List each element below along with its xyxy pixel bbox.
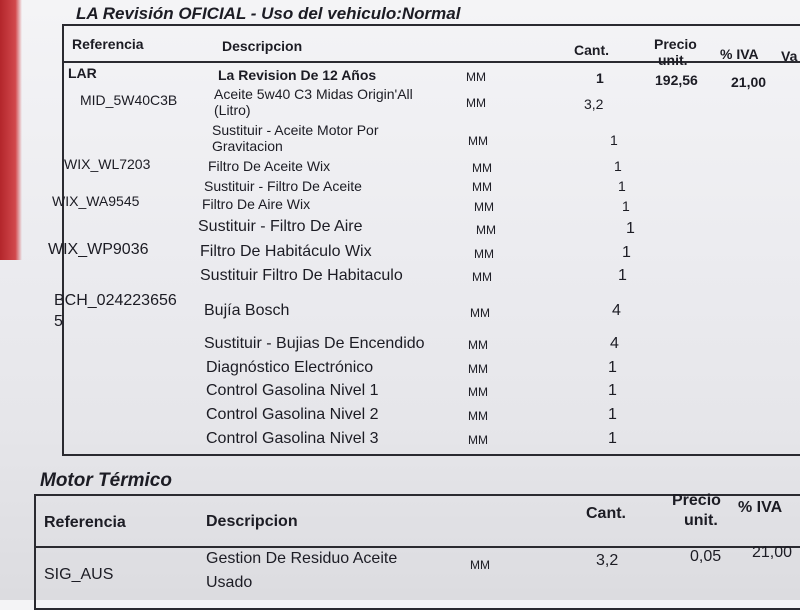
row-description: Filtro De Aire Wix	[202, 196, 311, 212]
header-descripcion: Descripcion	[222, 38, 303, 54]
row-description: Sustituir - Aceite Motor Por	[212, 122, 379, 138]
row-reference: LAR	[68, 65, 97, 81]
row-unit: MM	[474, 200, 494, 214]
row-quantity: 1	[622, 198, 630, 214]
row-unit: MM	[466, 70, 486, 84]
section-title-motor-termico: Motor Térmico	[40, 470, 172, 491]
row-description: Aceite 5w40 C3 Midas Origin'All	[214, 86, 413, 102]
row-description: Bujía Bosch	[204, 302, 290, 319]
row-description: Control Gasolina Nivel 3	[206, 430, 379, 447]
row-unit-price: 192,56	[655, 72, 698, 88]
header-referencia: Referencia	[44, 514, 126, 531]
row-reference: WIX_WA9545	[52, 193, 140, 209]
row-unit: MM	[466, 96, 486, 110]
row-quantity: 4	[612, 302, 621, 319]
row-unit: MM	[472, 180, 492, 194]
row-quantity: 1	[622, 244, 631, 261]
header-iva: % IVA	[738, 499, 783, 516]
row-quantity: 1	[626, 220, 635, 237]
row-unit: MM	[476, 223, 496, 237]
header-precio: Precio	[654, 36, 697, 52]
row-description-cont: Usado	[206, 574, 253, 591]
header-cant: Cant.	[586, 505, 626, 522]
row-unit: MM	[472, 161, 492, 175]
header-cant: Cant.	[574, 42, 609, 58]
row-description-cont: Gravitacion	[212, 138, 283, 154]
header-referencia: Referencia	[72, 36, 144, 52]
header-unit: unit.	[684, 512, 718, 529]
row-reference: BCH_024223656	[54, 292, 177, 309]
row-unit: MM	[468, 409, 488, 423]
row-unit-price: 0,05	[690, 548, 722, 565]
row-description: Sustituir - Bujias De Encendido	[204, 335, 425, 352]
row-unit: MM	[468, 338, 488, 352]
row-reference: SIG_AUS	[44, 566, 114, 583]
row-unit: MM	[470, 306, 490, 320]
row-unit: MM	[470, 558, 490, 572]
row-iva: 21,00	[752, 544, 793, 561]
row-unit: MM	[468, 385, 488, 399]
header-iva: % IVA	[720, 46, 759, 62]
row-description: Sustituir - Filtro De Aire	[198, 218, 363, 235]
header-unit: unit.	[658, 52, 688, 68]
row-quantity: 1	[608, 406, 617, 423]
row-description: Sustituir - Filtro De Aceite	[204, 178, 362, 194]
row-description: Gestion De Residuo Aceite	[206, 550, 398, 567]
row-description: Diagnóstico Electrónico	[206, 359, 374, 376]
section-title-revision: LA Revisión OFICIAL - Uso del vehiculo:Normal	[76, 4, 461, 23]
row-quantity: 3,2	[584, 96, 604, 112]
header-valor: Va	[781, 48, 798, 64]
row-quantity: 1	[608, 359, 617, 376]
row-quantity: 1	[618, 178, 626, 194]
row-quantity: 4	[610, 335, 619, 352]
row-reference-cont: 5	[54, 313, 63, 330]
row-unit: MM	[474, 247, 494, 261]
row-quantity: 3,2	[596, 552, 619, 569]
red-paper-edge	[0, 0, 22, 260]
row-description: Filtro De Aceite Wix	[208, 158, 331, 174]
row-reference: WIX_WL7203	[64, 156, 151, 172]
row-description: Control Gasolina Nivel 1	[206, 382, 379, 399]
row-quantity: 1	[596, 70, 604, 86]
row-description: Control Gasolina Nivel 2	[206, 406, 379, 423]
row-description: La Revision De 12 Años	[218, 67, 377, 83]
row-unit: MM	[468, 134, 488, 148]
row-unit: MM	[468, 433, 488, 447]
row-reference: MID_5W40C3B	[80, 92, 178, 108]
row-quantity: 1	[618, 267, 627, 284]
row-description: Filtro De Habitáculo Wix	[200, 243, 372, 260]
row-description: Sustituir Filtro De Habitaculo	[200, 267, 403, 284]
row-description-cont: (Litro)	[214, 102, 251, 118]
row-quantity: 1	[614, 158, 622, 174]
row-quantity: 1	[608, 430, 617, 447]
row-reference: WIX_WP9036	[48, 241, 149, 258]
row-quantity: 1	[610, 132, 618, 148]
header-precio: Precio	[672, 492, 721, 509]
row-unit: MM	[468, 362, 488, 376]
row-quantity: 1	[608, 382, 617, 399]
revision-table-frame	[62, 24, 800, 456]
row-unit: MM	[472, 270, 492, 284]
header-descripcion: Descripcion	[206, 513, 298, 530]
header-divider	[34, 546, 800, 548]
row-iva: 21,00	[731, 74, 767, 90]
header-divider	[62, 61, 800, 63]
